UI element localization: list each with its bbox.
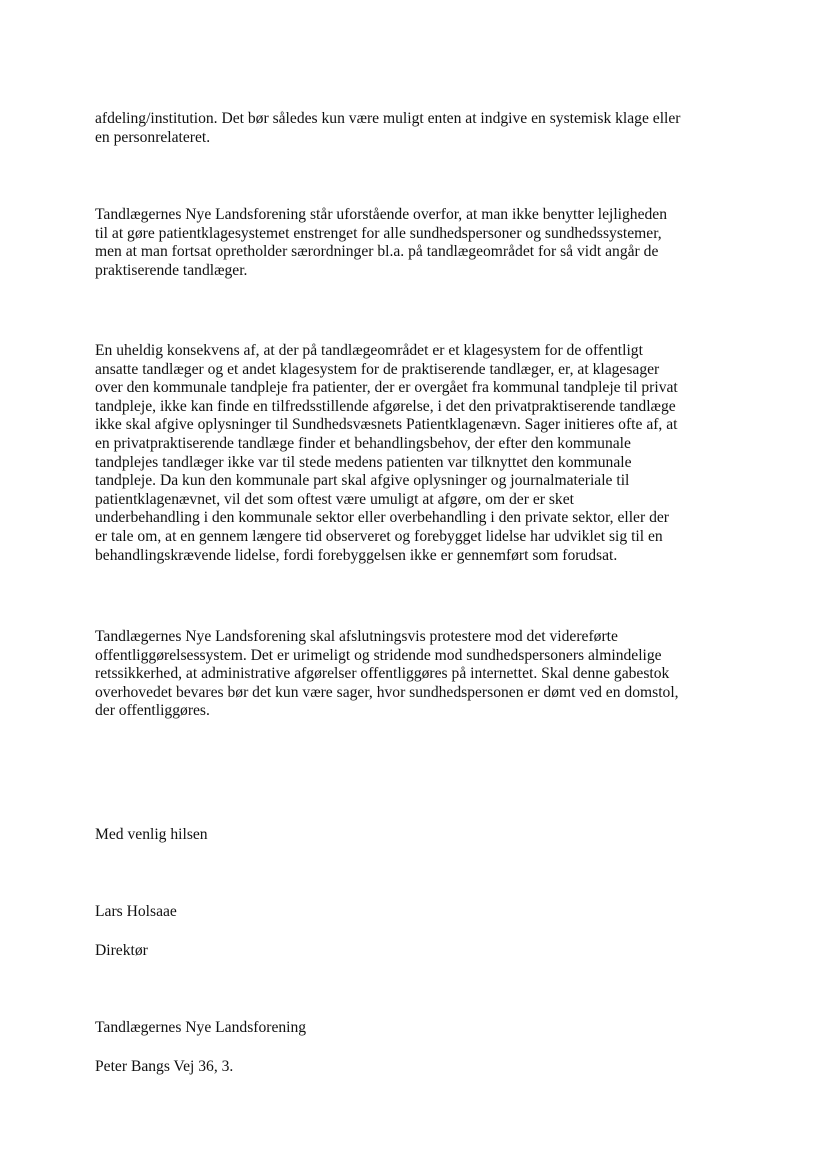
paragraph-line: tandplejes tandlæger ikke var til stede medens patienten var tilknyttet den kommunale — [95, 453, 632, 471]
paragraph-line: praktiserende tandlæger. — [95, 261, 248, 279]
paragraph-line: afdeling/institution. Det bør således kun være muligt enten at indgive en systemisk klage eller — [95, 110, 681, 127]
signatory-name: Lars Holsaae — [95, 903, 177, 920]
paragraph-line: underbehandling i den kommunale sektor eller overbehandling i den private sektor, eller der — [95, 509, 669, 527]
signatory-title: Direktør — [95, 942, 148, 959]
paragraph-line: en privatpraktiserende tandlæge finder et behandlingsbehov, der efter den kommunale — [95, 434, 631, 452]
paragraph-line: retssikkerhed, at administrative afgørelser offentliggøres på internettet. Skal denne gabestok — [95, 665, 670, 683]
paragraph-line: tandpleje, ikke kan finde en tilfredsstillende afgørelse, i det den privatpraktiserende tandlæge — [95, 397, 676, 415]
organization-address: Peter Bangs Vej 36, 3. — [95, 1058, 234, 1075]
paragraph-2 — [95, 206, 735, 280]
paragraph-1 — [95, 110, 735, 147]
organization-name: Tandlægernes Nye Landsforening — [95, 1019, 307, 1036]
paragraph-3 — [95, 342, 735, 565]
paragraph-line: over den kommunale tandpleje fra patienter, der er overgået fra kommunal tandpleje til privat — [95, 379, 678, 397]
paragraph-line: er tale om, at en gennem længere tid observeret og forebygget lidelse har udviklet sig til en — [95, 527, 663, 545]
paragraph-line: En uheldig konsekvens af, at der på tandlægeområdet er et klagesystem for de offentligt — [95, 342, 643, 359]
closing-greeting: Med venlig hilsen — [95, 826, 208, 843]
paragraph-line: tandpleje. Da kun den kommunale part skal afgive oplysninger og journalmateriale til — [95, 472, 630, 490]
paragraph-line: ansatte tandlæger og et andet klagesystem for de praktiserende tandlæger, er, at klagesager — [95, 360, 660, 378]
paragraph-line: behandlingskrævende lidelse, fordi forebyggelsen ikke er gennemført som forudsat. — [95, 546, 618, 564]
paragraph-line: til at gøre patientklagesystemet enstrenget for alle sundhedspersoner og sundhedssystemer, — [95, 224, 662, 242]
paragraph-line: der offentliggøres. — [95, 702, 210, 720]
paragraph-line: patientklagenævnet, vil det som oftest være umuligt at afgøre, om der er sket — [95, 490, 574, 508]
paragraph-line: offentliggørelsessystem. Det er urimeligt og stridende mod sundhedspersoners almindelige — [95, 646, 662, 664]
paragraph-line: en personrelateret. — [95, 128, 211, 146]
paragraph-line: overhovedet bevares bør det kun være sager, hvor sundhedspersonen er dømt ved en domstol, — [95, 683, 679, 701]
paragraph-line: men at man fortsat opretholder særordninger bl.a. på tandlægeområdet for så vidt angår de — [95, 243, 659, 261]
paragraph-4 — [95, 628, 735, 721]
paragraph-line: Tandlægernes Nye Landsforening skal afslutningsvis protestere mod det videreførte — [95, 628, 618, 645]
paragraph-line: ikke skal afgive oplysninger til Sundhedsvæsnets Patientklagenævn. Sager initieres ofte af, at — [95, 416, 678, 434]
paragraph-line: Tandlægernes Nye Landsforening står uforstående overfor, at man ikke benytter lejligheden — [95, 206, 668, 223]
